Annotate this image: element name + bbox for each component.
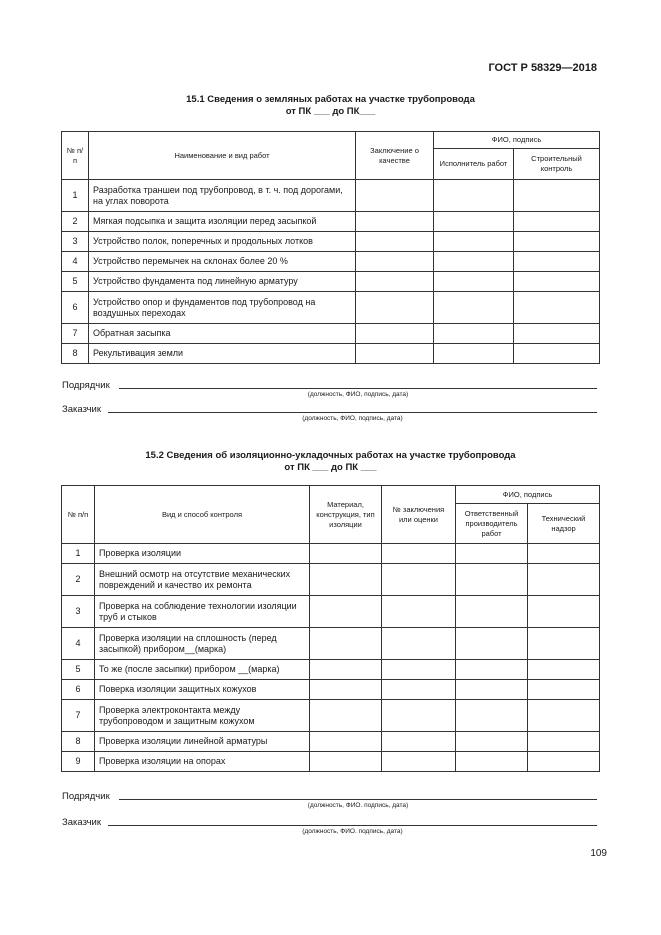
insulation-table — [61, 485, 600, 772]
contractor-label-2: Подрядчик — [62, 791, 110, 802]
empty-cell[interactable] — [456, 628, 528, 660]
empty-cell[interactable] — [310, 660, 382, 680]
empty-cell[interactable] — [456, 596, 528, 628]
empty-cell[interactable] — [528, 700, 600, 732]
empty-cell[interactable] — [456, 680, 528, 700]
empty-cell[interactable] — [434, 252, 514, 272]
empty-cell[interactable] — [528, 596, 600, 628]
section1-subtitle: от ПК ___ до ПК___ — [285, 106, 376, 117]
empty-cell[interactable] — [310, 596, 382, 628]
empty-cell[interactable] — [356, 180, 434, 212]
section1-title: 15.1 Сведения о земляных работах на участке трубопровода — [186, 94, 475, 105]
customer-sign-line-1 — [108, 412, 597, 413]
empty-cell[interactable] — [514, 292, 600, 324]
empty-cell[interactable] — [434, 324, 514, 344]
row-description: Мягкая подсыпка и защита изоляции перед засыпкой — [89, 212, 356, 232]
row-description: То же (после засыпки) прибором __(марка) — [95, 660, 310, 680]
table-row — [62, 292, 600, 324]
row-description: Проверка изоляции — [95, 544, 310, 564]
document-code: ГОСТ Р 58329—2018 — [488, 62, 597, 74]
contractor-label-1: Подрядчик — [62, 380, 110, 391]
empty-cell[interactable] — [456, 732, 528, 752]
section2-subtitle: от ПК ___ до ПК ___ — [284, 462, 377, 473]
empty-cell[interactable] — [528, 628, 600, 660]
empty-cell[interactable] — [434, 292, 514, 324]
row-description: Проверка на соблюдение технологии изоляции труб и стыков — [95, 596, 310, 628]
empty-cell[interactable] — [356, 324, 434, 344]
empty-cell[interactable] — [382, 628, 456, 660]
col-header-num: № п/п — [62, 486, 95, 544]
col-header-fio: ФИО, подпись — [434, 132, 600, 149]
empty-cell[interactable] — [310, 564, 382, 596]
col-header-conclusion: Заключение о качестве — [356, 132, 434, 180]
empty-cell[interactable] — [434, 180, 514, 212]
col-header-num: № п/п — [62, 132, 89, 180]
empty-cell[interactable] — [456, 564, 528, 596]
empty-cell[interactable] — [456, 660, 528, 680]
empty-cell[interactable] — [356, 212, 434, 232]
row-description: Устройство полок, поперечных и продольных лотков — [89, 232, 356, 252]
row-description: Проверка изоляции линейной арматуры — [95, 732, 310, 752]
empty-cell[interactable] — [382, 660, 456, 680]
empty-cell[interactable] — [356, 292, 434, 324]
row-number: 3 — [62, 232, 89, 252]
row-number: 8 — [62, 344, 89, 364]
empty-cell[interactable] — [356, 232, 434, 252]
row-number: 1 — [62, 544, 95, 564]
empty-cell[interactable] — [456, 700, 528, 732]
empty-cell[interactable] — [528, 564, 600, 596]
row-number: 4 — [62, 628, 95, 660]
empty-cell[interactable] — [310, 732, 382, 752]
empty-cell[interactable] — [356, 252, 434, 272]
empty-cell[interactable] — [382, 752, 456, 772]
empty-cell[interactable] — [528, 660, 600, 680]
empty-cell[interactable] — [456, 544, 528, 564]
table-row — [62, 660, 600, 680]
row-description: Проверка изоляции на сплошность (перед засыпкой) прибором__(марка) — [95, 628, 310, 660]
row-number: 5 — [62, 660, 95, 680]
table-row — [62, 628, 600, 660]
earthwork-table — [61, 131, 600, 364]
row-description: Проверка электроконтакта между трубопроводом и защитным кожухом — [95, 700, 310, 732]
row-description: Устройство фундамента под линейную арматуру — [89, 272, 356, 292]
customer-label-1: Заказчик — [62, 404, 102, 415]
empty-cell[interactable] — [310, 700, 382, 732]
section2-title: 15.2 Сведения об изоляционно-укладочных работах на участке трубопровода — [145, 450, 516, 461]
customer-sign-line-2 — [108, 825, 597, 826]
customer-label-2: Заказчик — [62, 817, 102, 828]
col-header-builder: Строительный контроль — [514, 149, 600, 180]
row-description: Обратная засыпка — [89, 324, 356, 344]
empty-cell[interactable] — [310, 680, 382, 700]
row-number: 3 — [62, 596, 95, 628]
row-description: Устройство опор и фундаментов под трубопровод на воздушных переходах — [89, 292, 356, 324]
row-number: 5 — [62, 272, 89, 292]
empty-cell[interactable] — [514, 344, 600, 364]
sign-hint: (должность, ФИО, подпись, дата) — [307, 391, 409, 398]
row-description: Поверка изоляции защитных кожухов — [95, 680, 310, 700]
table-row — [62, 344, 600, 364]
row-description: Рекультивация земли — [89, 344, 356, 364]
empty-cell[interactable] — [528, 752, 600, 772]
empty-cell[interactable] — [456, 752, 528, 772]
sign-hint: (должность, ФИО. подпись, дата) — [302, 828, 403, 835]
table-row — [62, 252, 600, 272]
row-description: Внешний осмотр на отсутствие механических повреждений и качество их ремонта — [95, 564, 310, 596]
row-number: 9 — [62, 752, 95, 772]
row-number: 1 — [62, 180, 89, 212]
sign-hint: (должность, ФИО, подпись, дата) — [302, 415, 403, 422]
empty-cell[interactable] — [528, 680, 600, 700]
col-header-conclusion-no: № заключения или оценки — [382, 486, 456, 544]
empty-cell[interactable] — [528, 732, 600, 752]
empty-cell[interactable] — [434, 272, 514, 292]
sign-hint: (должность, ФИО. подпись, дата) — [307, 802, 409, 809]
table-row — [62, 324, 600, 344]
empty-cell[interactable] — [382, 680, 456, 700]
row-number: 6 — [62, 292, 89, 324]
col-header-executor: Исполнитель работ — [434, 149, 514, 180]
empty-cell[interactable] — [434, 344, 514, 364]
row-number: 2 — [62, 212, 89, 232]
table-row — [62, 180, 600, 212]
table-row — [62, 596, 600, 628]
empty-cell[interactable] — [310, 628, 382, 660]
empty-cell[interactable] — [382, 544, 456, 564]
empty-cell[interactable] — [356, 272, 434, 292]
col-header-responsible: Ответственный производитель работ — [456, 504, 528, 544]
empty-cell[interactable] — [382, 732, 456, 752]
empty-cell[interactable] — [310, 544, 382, 564]
table-row — [62, 680, 600, 700]
empty-cell[interactable] — [434, 232, 514, 252]
empty-cell[interactable] — [382, 564, 456, 596]
table-row — [62, 272, 600, 292]
table-row — [62, 752, 600, 772]
row-description: Устройство перемычек на склонах более 20 % — [89, 252, 356, 272]
empty-cell[interactable] — [514, 324, 600, 344]
col-header-supervision: Технический надзор — [528, 504, 600, 544]
table-row — [62, 700, 600, 732]
table-row — [62, 564, 600, 596]
row-description: Разработка траншеи под трубопровод, в т. ч. под дорогами, на углах поворота — [89, 180, 356, 212]
row-number: 2 — [62, 564, 95, 596]
empty-cell[interactable] — [514, 272, 600, 292]
table-row — [62, 212, 600, 232]
empty-cell[interactable] — [356, 344, 434, 364]
col-header-material: Материал, конструкция, тип изоляции — [310, 486, 382, 544]
empty-cell[interactable] — [310, 752, 382, 772]
empty-cell[interactable] — [528, 544, 600, 564]
row-number: 8 — [62, 732, 95, 752]
empty-cell[interactable] — [514, 180, 600, 212]
table-row — [62, 232, 600, 252]
empty-cell[interactable] — [514, 252, 600, 272]
empty-cell[interactable] — [434, 212, 514, 232]
col-header-name: Наименование и вид работ — [89, 132, 356, 180]
contractor-sign-line-2 — [119, 799, 597, 800]
empty-cell[interactable] — [514, 212, 600, 232]
table-row — [62, 544, 600, 564]
row-description: Проверка изоляции на опорах — [95, 752, 310, 772]
contractor-sign-line-1 — [119, 388, 597, 389]
row-number: 7 — [62, 324, 89, 344]
table-row — [62, 732, 600, 752]
row-number: 4 — [62, 252, 89, 272]
page-number: 109 — [590, 848, 607, 859]
col-header-fio: ФИО, подпись — [456, 486, 600, 504]
empty-cell[interactable] — [382, 700, 456, 732]
empty-cell[interactable] — [514, 232, 600, 252]
col-header-method: Вид и способ контроля — [95, 486, 310, 544]
row-number: 6 — [62, 680, 95, 700]
row-number: 7 — [62, 700, 95, 732]
empty-cell[interactable] — [382, 596, 456, 628]
